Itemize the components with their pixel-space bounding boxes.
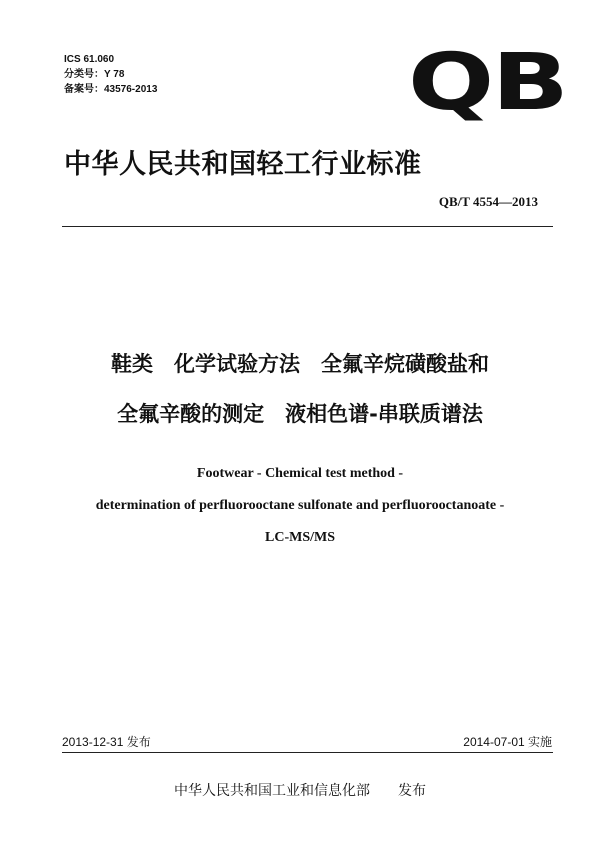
standard-category-title: 中华人民共和国轻工行业标准 — [64, 149, 422, 180]
chinese-title-line-2: 全氟辛酸的测定 液相色谱-串联质谱法 — [117, 402, 483, 426]
bottom-divider — [62, 752, 553, 753]
top-divider — [62, 226, 553, 227]
standard-code: QB/T 4554—2013 — [438, 194, 538, 209]
issue-date: 2013-12-31 发布 — [62, 735, 151, 749]
qb-logo: QB — [408, 38, 567, 128]
ics-code: ICS 61.060 — [64, 54, 115, 65]
publisher: 中华人民共和国工业和信息化部 发布 — [174, 783, 426, 799]
implementation-date: 2014-07-01 实施 — [463, 735, 552, 749]
record-number: 备案号：43576-2013 — [64, 84, 158, 95]
classification-number: 分类号：Y 78 — [64, 69, 125, 80]
chinese-title-line-1: 鞋类 化学试验方法 全氟辛烷磺酸盐和 — [111, 352, 489, 376]
header-meta — [64, 52, 157, 97]
english-title-line-1: Footwear - Chemical test method - — [196, 466, 404, 481]
english-title-line-3: LC-MS/MS — [265, 530, 335, 545]
english-title-line-2: determination of perfluorooctane sulfonate and perfluorooctanoate - — [95, 498, 505, 513]
